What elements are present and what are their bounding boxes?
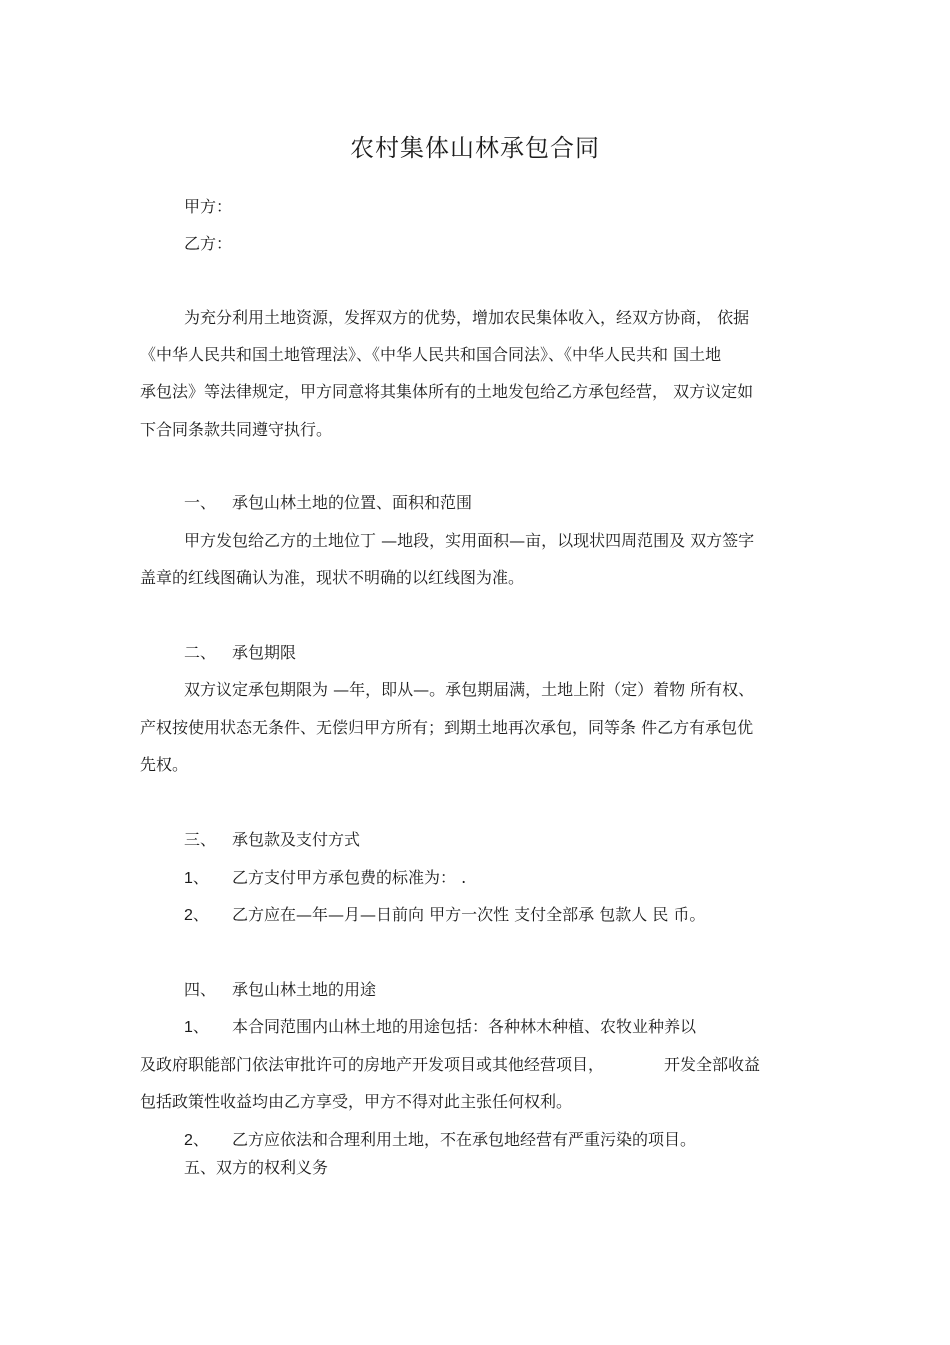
preamble-line: 下合同条款共同遵守执行。 (140, 420, 333, 439)
preamble-line: 为充分利用土地资源，发挥双方的优势，增加农民集体收入，经双方协商， 依据 (184, 308, 750, 327)
section-heading (184, 980, 376, 1000)
section-heading (184, 830, 360, 850)
clause-item (184, 868, 466, 889)
preamble-line: 承包法》等法律规定，甲方同意将其集体所有的土地发包给乙方承包经营， 双方议定如 (140, 382, 754, 401)
section-number: 二、 (184, 643, 217, 662)
section-title: 承包期限 (232, 643, 297, 662)
clause-text: 乙方应在—年—月—日前向 甲方一次性 支付全部承 包款人 民 币。 (232, 905, 706, 924)
section-text-line: 盖章的红线图确认为准，现状不明确的以红线图为准。 (140, 568, 525, 587)
section-title: 承包款及支付方式 (232, 830, 361, 849)
section-text-line: 甲方发包给乙方的土地位丁 —地段，实用面积—亩，以现状四周范围及 双方签字 (184, 531, 755, 550)
clause-item (184, 905, 705, 926)
section-number: 四、 (184, 980, 217, 999)
document-title: 农村集体山林承包合同 (350, 134, 600, 162)
section-text-line: 先权。 (140, 755, 189, 774)
clause-item (184, 1017, 696, 1038)
section-number: 三、 (184, 830, 217, 849)
clause-text: 乙方应依法和合理利用土地，不在承包地经营有严重污染的项目。 (232, 1130, 697, 1149)
party-a-label: 甲方： (184, 197, 233, 216)
section-title: 承包山林土地的位置、面积和范围 (232, 493, 473, 512)
section-text-line: 产权按使用状态无条件、无偿归甲方所有；到期土地再次承包，同等条 件乙方有承包优 (140, 718, 754, 737)
section-heading (184, 493, 472, 513)
section-number: 一、 (184, 493, 217, 512)
clause-text: 本合同范围内山林土地的用途包括：各种林木种植、农牧业种养以 (232, 1017, 697, 1036)
section-heading (184, 643, 296, 663)
clause-item (184, 1130, 696, 1151)
clause-continuation-line: 包括政策性收益均由乙方享受，甲方不得对此主张任何权利。 (140, 1092, 573, 1111)
clause-number: 2、 (184, 1132, 209, 1149)
clause-number: 1、 (184, 1019, 209, 1036)
clause-number: 1、 (184, 870, 209, 887)
party-b-label: 乙方： (184, 234, 233, 253)
clause-text: 乙方支付甲方承包费的标准为： . (232, 868, 467, 887)
clause-number: 2、 (184, 907, 209, 924)
section-title: 承包山林土地的用途 (232, 980, 377, 999)
section-heading: 五、双方的权利义务 (184, 1158, 329, 1177)
clause-text: 开发全部收益 (664, 1055, 761, 1074)
preamble-line: 《中华人民共和国土地管理法》、《中华人民共和国合同法》、《中华人民共和 国土地 (140, 345, 722, 364)
clause-continuation-line (140, 1055, 760, 1075)
clause-text: 及政府职能部门依法审批许可的房地产开发项目或其他经营项目， (140, 1055, 605, 1074)
section-text-line: 双方议定承包期限为 —年，即从—。承包期届满，土地上附（定）着物 所有权、 (184, 680, 755, 699)
